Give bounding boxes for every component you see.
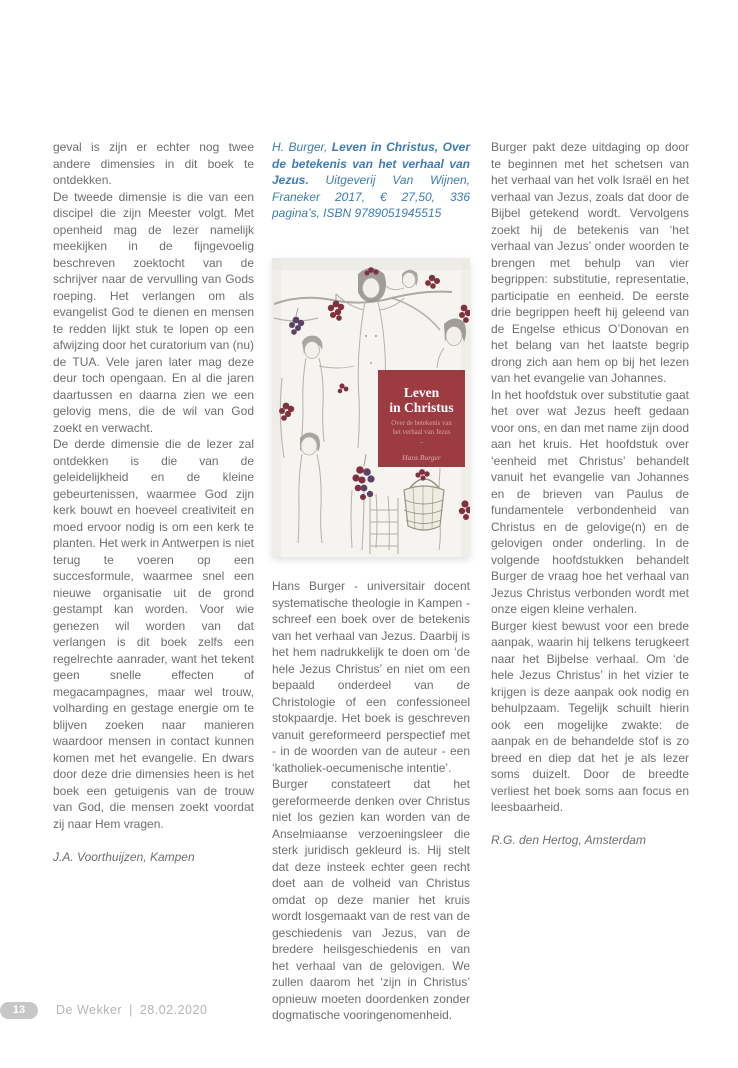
reviewer-signature-left: J.A. Voorthuijzen, Kampen xyxy=(53,849,195,864)
paragraph: De tweede dimensie is die van een discipel die zijn Meester volgt. Met openheid mag de lezer namelijk meekijken in de fijngevoelig beschreven zoektocht van de schrijver naar de vervulling van Gods roeping. Het verlangen om als evangelist God te dienen en mensen te redden lijkt stuk te lopen op een afwijzing door het curatorium van (nu) de TUA. Vele jaren later mag deze deur toch opengaan. En al die jaren daartussen en daarna zien we een gelovig mens, die de wil van God zoekt en verwacht. xyxy=(53,189,254,435)
footer-separator: | xyxy=(129,1003,133,1017)
paragraph: geval is zijn er echter nog twee andere dimensies in dit boek te ontdekken. xyxy=(53,140,254,187)
paragraph: Hans Burger - universitair docent systematische theologie in Kampen - schreef een boek over de betekenis van het verhaal van Jezus. Daarbij is het hem nadrukkelijk te doen om ‘de hele Jezus Christus’ en niet om een bepaald onderdeel van de Christologie of een confessioneel stokpaardje. Het boek is geschreven vanuit gereformeerd perspectief met - in de woorden van de auteur - een ‘katholiek-oecumenische intentie’. xyxy=(272,579,470,775)
book-cover-title-box xyxy=(378,370,465,467)
book-reference-title: Leven in Christus, Over de betekenis van het verhaal van Jezus. xyxy=(272,140,470,187)
paragraph: Burger constateert dat het gereformeerde denken over Christus niet los gezien kan worden van de Anselmiaanse verzoeningsleer die sterk juridisch gekleurd is. Hij stelt dat deze insteek echter geen recht doet aan de volheid van Christus omdat op deze manier het kruis wordt losgemaakt van de rest van de geschiedenis van Jezus, van de bredere heilsgeschiedenis en van het verhaal van de gelovigen. We zullen daarom het ‘zijn in Christus’ opnieuw moeten doordenken zonder dogmatische vooringenomenheid. xyxy=(272,777,470,1022)
footer-date: 28.02.2020 xyxy=(139,1003,208,1017)
book-cover-divider: – xyxy=(419,438,424,446)
book-cover-author: Hans Burger xyxy=(402,453,441,462)
paragraph: In het hoofdstuk over substitutie gaat het over wat Jezus heeft gedaan voor ons, en dan met name zijn dood aan het kruis. Het hoofdstuk over ‘eenheid met Christus’ behandelt vanuit het evangelie van Johannes en de brieven van Paulus de fundamentele verbondenheid van Christus en de gelovige(n) en de gelovigen onder onderling. In de volgende hoofdstukken behandelt Burger de vraag hoe het verhaal van Jezus Christus verbonden wordt met onze eigen kleine verhalen. xyxy=(491,387,689,616)
footer xyxy=(56,1002,207,1019)
column-right xyxy=(491,139,689,849)
column-middle-body xyxy=(272,578,470,1024)
paragraph: Burger pakt deze uitdaging op door te beginnen met het schetsen van het verhaal van het volk Israël en het verhaal van Jezus, zoals dat door de Bijbel getekend wordt. Vervolgens zoekt hij de betekenis van ‘het verhaal van Jezus’ onder woorden te brengen met behulp van vier begrippen: substitutie, representatie, participatie en eenheid. De eerste drie begrippen heeft hij geleend van de Engelse ethicus O’Donovan en het belang van het laatste begrip drong zich aan hem op bij het lezen van het evangelie van Johannes. xyxy=(491,140,689,385)
book-reference xyxy=(272,139,470,222)
reviewer-signature-right: R.G. den Hertog, Amsterdam xyxy=(491,833,646,847)
paragraph: Burger kiest bewust voor een brede aanpak, waarin hij telkens terugkeert naar het Bijbelse verhaal. Om ‘de hele Jezus Christus’ in het vizier te krijgen is deze aanpak ook nodig en behulpzaam. Tegelijk schuilt hierin ook een mogelijke zwakte: de aanpak en de behandelde stof is zo breed en diep dat het je als lezer soms duizelt. Door de breedte verliest het boek soms aan focus en leesbaarheid. xyxy=(491,618,689,814)
footer-publication: De Wekker xyxy=(56,1003,123,1017)
page-number-badge: 13 xyxy=(0,1002,38,1019)
column-middle xyxy=(272,139,470,1022)
book-reference-author: H. Burger, xyxy=(272,140,328,154)
book-cover-subtitle: Over de betekenis van het verhaal van Jezus xyxy=(391,420,452,436)
book-cover-title: Leven in Christus xyxy=(389,385,454,415)
column-left xyxy=(53,139,254,865)
book-cover-photo xyxy=(272,258,470,557)
paragraph: De derde dimensie die de lezer zal ontdekken is die van de geleidelijkheid en de kleine gebeurtenissen, waarmee God zijn kerk bouwt en hoeveel creativiteit en moed ervoor nodig is om een kerk te planten. Het werk in Antwerpen is niet terug te voeren op een succesformule, waarmee snel een nieuwe organisatie uit de grond gestampt kan worden. Voor wie genezen wil worden van dat verlangen is dit boek zelfs een regelrechte aanrader, want het tekent geen snelle effecten of megacampagnes, maar wel trouw, volharding en gestage energie om te blijven zoeken naar manieren waardoor mensen in contact kunnen komen met het evangelie. En dwars door deze drie dimensies heen is het boek een getuigenis van de trouw van God, die mensen zoekt voordat zij naar Hem vragen. xyxy=(53,437,254,831)
book-reference-details: Uitgeverij Van Wijnen, Franeker 2017, € 27,50, 336 pagina’s, ISBN 9789051945515 xyxy=(272,173,470,220)
